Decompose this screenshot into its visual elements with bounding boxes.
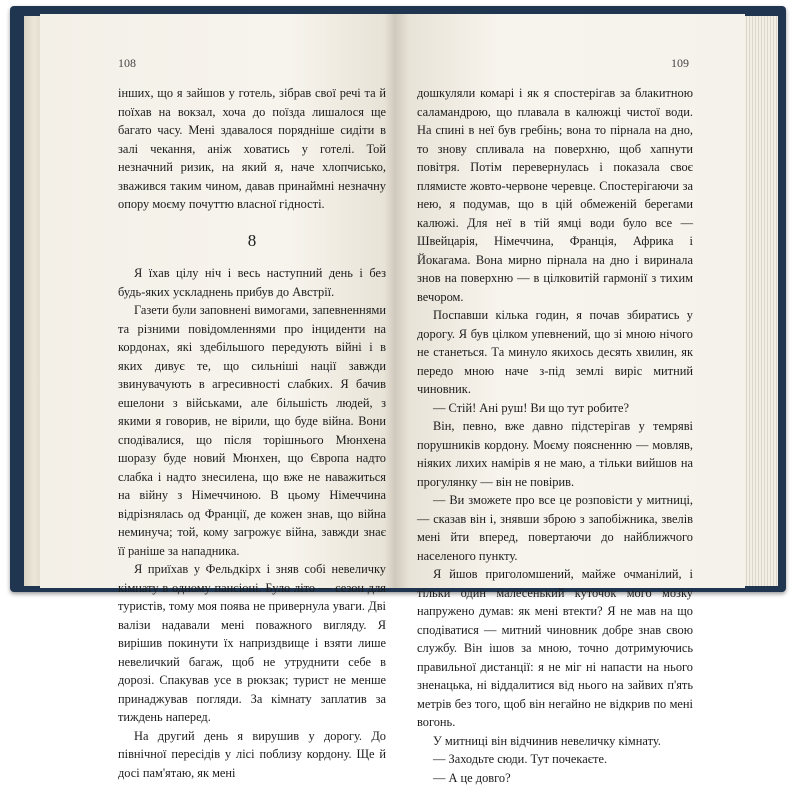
paragraph: Газети були заповнені вимогами, запевненнями та різними повідомленнями про інциденти на кордонах, які здебільшого передують війні і в яких дивує те, що сильніші нації завжди звинувачують в агресивності слабких. Я бачив ешелони з військами, але більшість людей, з якими я говорив, не вірили, що буде війна. Вони сподівалися, що після торішнього Мюнхена шоразу буде новий Мюнхен, що Європа надто слабка і надто знесилена, що вже не наважиться на війну з Німеччиною. В цьому Німеччина відрізнялась од Франції, де кожен знав, що війна неминуча; той, кому загрожує війна, завжди знає її раніше за нападника. [118, 301, 386, 560]
open-book [10, 6, 786, 594]
page-number-right: 109 [671, 56, 689, 71]
left-page-text [118, 84, 386, 782]
paragraph: На другий день я вирушив у дорогу. До північної пересідів у лісі поблизу кордону. Ще й досі пам'ятаю, як мені [118, 727, 386, 783]
paragraph: Я приїхав у Фельдкірх і зняв собі невеличку кімнату в одному пансіоні. Було літо — сезон для туристів, тому моя поява не привернула уваги. Дві валізи надавали мені поважного вигляду. Я вирішив покинути їх наприздвище і взяти лише невеличкий багаж, щоб не утруднити себе в дорозі. Спакував усе в рюкзак; турист не менше принаджував погляди. За кімнату заплатив за тиждень наперед. [118, 560, 386, 727]
paragraph: — Заходьте сюди. Тут почекаєте. [417, 750, 693, 769]
paragraph: — Стій! Ані руш! Ви що тут робите? [417, 399, 693, 418]
paragraph: — А це довго? [417, 769, 693, 787]
page-number-left: 108 [118, 56, 136, 71]
left-page [40, 14, 395, 588]
paragraph: Я йшов приголомшений, майже очманілий, і тільки один малесенький куточок мого мозку напружено думав: як мені втекти? Я не мав на що сподіватися — митний чиновник добре знав свою службу. Він ішов за мною, точно дотримуючись правильної дистанції: я не міг ні напасти на нього зненацька, ні віддалитися від нього на зайвих п'ять метрів без того, щоб він негайно не відкрив по мені вогонь. [417, 565, 693, 732]
paragraph: Я їхав цілу ніч і весь наступний день і без будь-яких ускладнень прибув до Австрії. [118, 264, 386, 301]
paragraph: Поспавши кілька годин, я почав збиратись у дорогу. Я був цілком упевнений, що зі мною нічого не станеться. Та минуло якихось десять хвилин, як передо мною наче з-під землі виріс митний чиновник. [417, 306, 693, 399]
paragraph: дошкуляли комарі і як я спостерігав за блакитною саламандрою, що плавала в калюжці чистої води. На спині в неї був гребінь; вона то пірнала на дно, то знову спливала на поверхню, щоб хапнути повітря. Потім перевернулась і показала своє плямисте жовто-червоне черевце. Спостерігаючи за нею, я подумав, що в цій обмеженій берегами калюжі. Для неї в тій ямці води було все — Швейцарія, Німеччина, Франція, Африка і Йокагама. Вона мирно пірнала на дно і виринала знов на поверхню — в цілковитій гармонії з тихим вечором. [417, 84, 693, 306]
paragraph: Він, певно, вже давно підстерігав у темряві порушників кордону. Моєму поясненню — мовляв, ніяких лихих намірів я не маю, а тільки вийшов на прогулянку — він не повірив. [417, 417, 693, 491]
paragraph: інших, що я зайшов у готель, зібрав свої речі та й поїхав на вокзал, хоча до поїзда лишалося ще багато часу. Мені здавалося порядніше сидіти в залі чекання, аніж ховатись у готелі. Той незначний ризик, на який я, наче хлопчисько, зважився таким чином, давав принаймні незначну опору моєму почуттю власної гідності. [118, 84, 386, 214]
right-page [395, 14, 745, 588]
paragraph: У митниці він відчинив невеличку кімнату. [417, 732, 693, 751]
right-page-text [417, 84, 693, 787]
chapter-number: 8 [118, 232, 386, 251]
paragraph: — Ви зможете про все це розповісти у митниці, — сказав він і, знявши зброю з запобіжника, звелів мені йти вперед, повертаючи до найближчого населеного пункту. [417, 491, 693, 565]
